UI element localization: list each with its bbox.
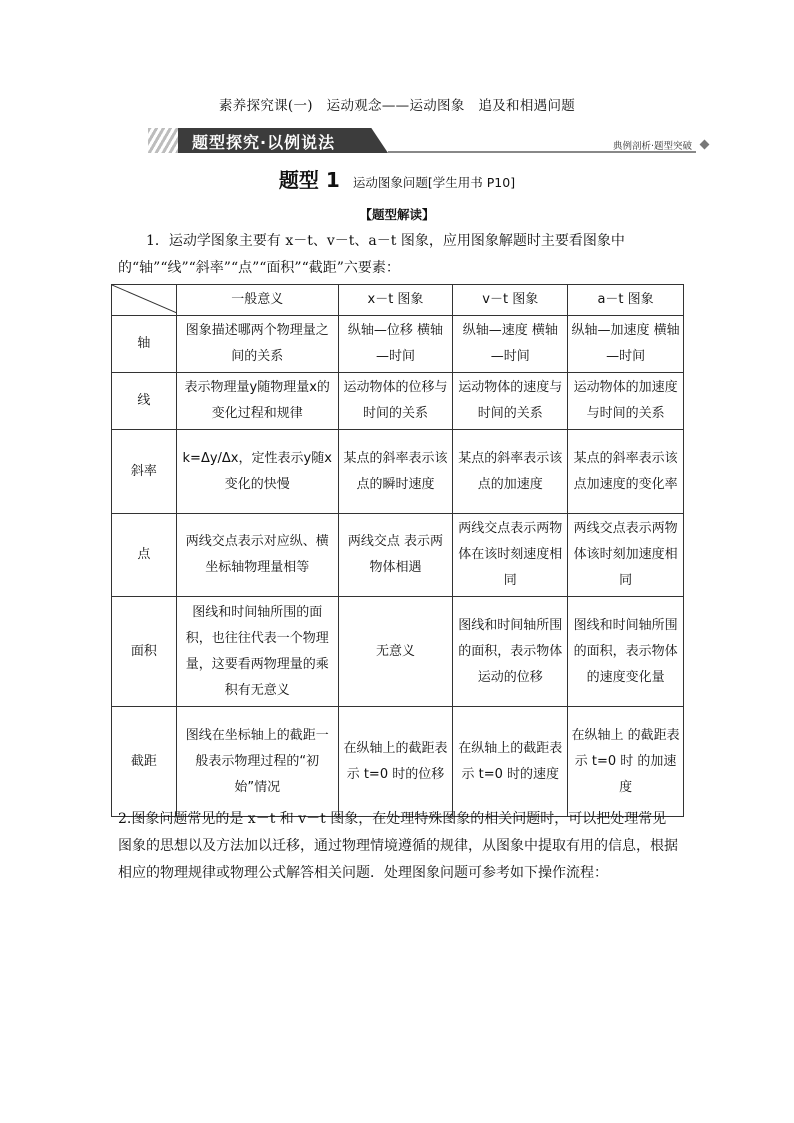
table-cell: 图象描述哪两个物理量之间的关系 <box>176 316 338 373</box>
table-row <box>112 430 684 514</box>
banner-right-label: 典例剖析·题型突破 <box>612 141 692 152</box>
table-cell: 某点的斜率表示该点的加速度 <box>453 430 568 514</box>
section-heading <box>0 164 794 193</box>
table-cell: 两线交点 表示两物体相遇 <box>338 514 453 597</box>
row-label: 斜率 <box>112 430 177 514</box>
table-row <box>112 316 684 373</box>
table-row <box>112 514 684 597</box>
table-cell: 图线在坐标轴上的截距一般表示物理过程的“初始”情况 <box>176 707 338 817</box>
table-cell: 两线交点表示对应纵、横坐标轴物理量相等 <box>176 514 338 597</box>
column-header: v－t 图象 <box>453 285 568 316</box>
column-header: a－t 图象 <box>568 285 684 316</box>
column-header: 一般意义 <box>176 285 338 316</box>
table-cell: 在纵轴上的截距表示 t=0 时的位移 <box>338 707 453 817</box>
table-row <box>112 597 684 707</box>
column-header: x－t 图象 <box>338 285 453 316</box>
row-label: 线 <box>112 373 177 430</box>
table-cell: 某点的斜率表示该点加速度的变化率 <box>568 430 684 514</box>
table-cell: 运动物体的加速度与时间的关系 <box>568 373 684 430</box>
table-cell: 图线和时间轴所围的面积，表示物体运动的位移 <box>453 597 568 707</box>
table-cell: 两线交点表示两物体该时刻加速度相同 <box>568 514 684 597</box>
row-label: 轴 <box>112 316 177 373</box>
table-row <box>112 707 684 817</box>
page-header-title: 素养探究课(一) 运动观念——运动图象 追及和相遇问题 <box>218 98 576 114</box>
table-cell: 纵轴—加速度 横轴—时间 <box>568 316 684 373</box>
paragraph-1: 1．运动学图象主要有 x－t、v－t、a－t 图象，应用图象解题时主要看图象中的“轴”“线”“斜率”“点”“面积”“截距”六要素： <box>118 233 625 276</box>
section-number: 题型 1 <box>278 168 340 192</box>
row-label: 截距 <box>112 707 177 817</box>
table-cell: 图线和时间轴所围的面积，也往往代表一个物理量，这要看两物理量的乘积有无意义 <box>176 597 338 707</box>
diamond-icon <box>700 140 710 150</box>
row-label: 点 <box>112 514 177 597</box>
elements-table <box>111 284 684 817</box>
section-banner <box>150 128 710 153</box>
table-cell: 表示物理量y随物理量x的变化过程和规律 <box>176 373 338 430</box>
table-cell: 运动物体的位移与时间的关系 <box>338 373 453 430</box>
row-label: 面积 <box>112 597 177 707</box>
table-row <box>112 373 684 430</box>
table-cell: 某点的斜率表示该点的瞬时速度 <box>338 430 453 514</box>
table-cell: 在纵轴上 的截距表 示 t=0 时 的加速度 <box>568 707 684 817</box>
banner-left-label: 题型探究·以例说法 <box>192 133 336 152</box>
corner-cell <box>112 285 177 316</box>
paragraph-2: 2.图象问题常见的是 x－t 和 v－t 图象，在处理特殊图象的相关问题时，可以把处理常见图象的思想以及方法加以迁移，通过物理情境遵循的规律，从图象中提取有用的信息，根据相应的物理规律或物理公式解答相关问题．处理图象问题可参考如下操作流程： <box>118 811 678 881</box>
table-header-row <box>112 285 684 316</box>
table-cell: 运动物体的速度与时间的关系 <box>453 373 568 430</box>
table-cell: 纵轴—速度 横轴—时间 <box>453 316 568 373</box>
banner-stripe-decoration <box>148 128 178 153</box>
diagonal-line <box>112 285 177 313</box>
table-cell: k=Δy/Δx，定性表示y随x变化的快慢 <box>176 430 338 514</box>
table-cell: 图线和时间轴所围的面积，表示物体的速度变化量 <box>568 597 684 707</box>
table-cell: 纵轴—位移 横轴—时间 <box>338 316 453 373</box>
subheading: 【题型解读】 <box>359 207 435 222</box>
table-cell: 无意义 <box>338 597 453 707</box>
section-title: 运动图象问题[学生用书 P10] <box>352 175 516 190</box>
table-cell: 两线交点表示两物体在该时刻速度相同 <box>453 514 568 597</box>
table-cell: 在纵轴上的截距表示 t=0 时的速度 <box>453 707 568 817</box>
